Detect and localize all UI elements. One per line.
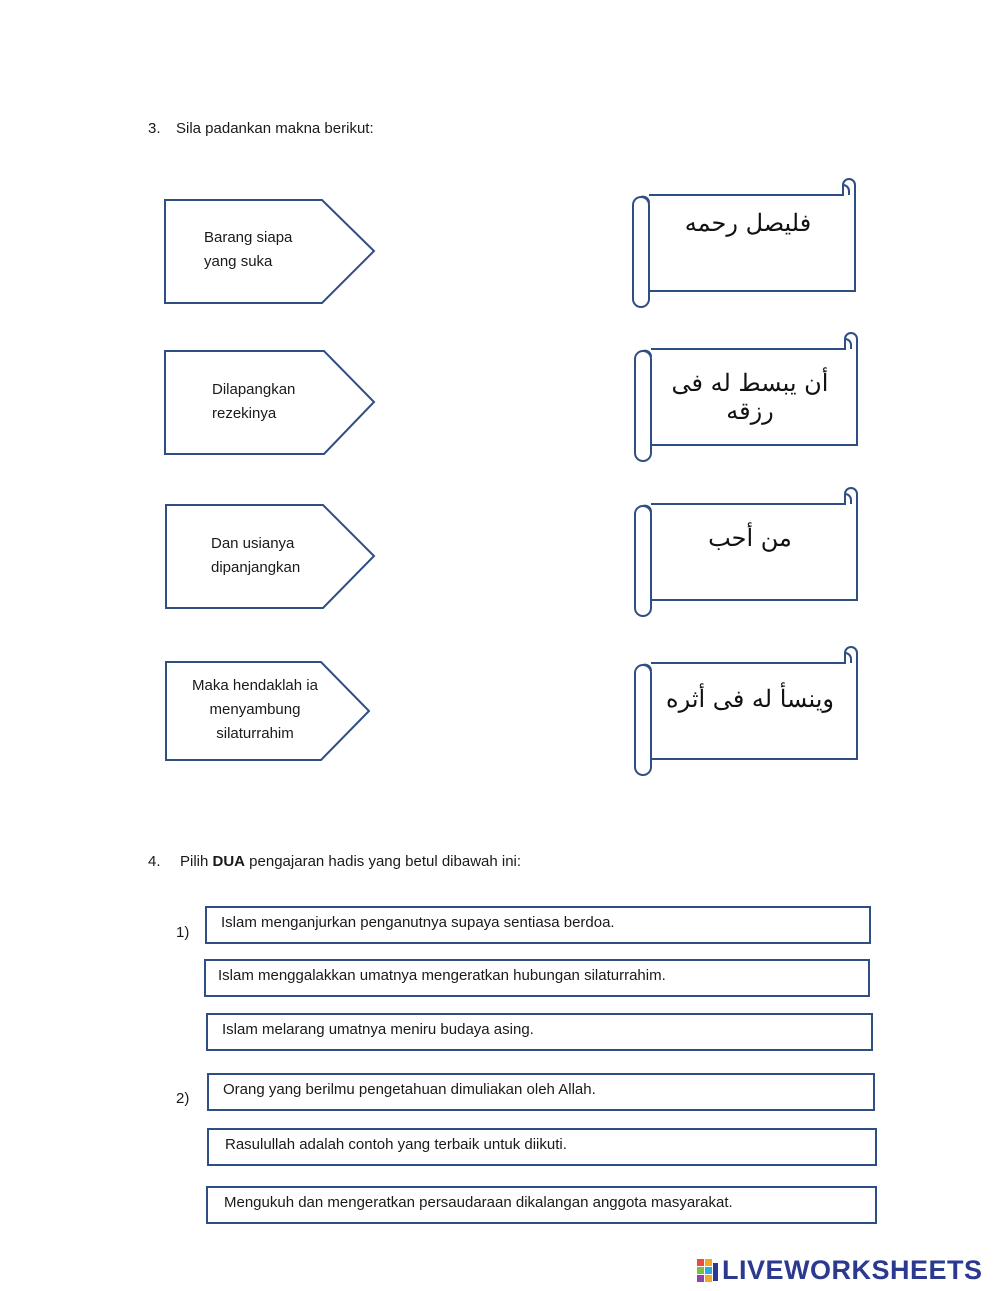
question-3-number: 3. [148,120,161,137]
match-arrow-3[interactable] [165,504,377,610]
instruction-prefix: Pilih [180,853,213,870]
group-1-label: 1) [176,924,190,941]
arabic-phrase: وينسأ له فى أثره [666,685,834,713]
arabic-scroll-2[interactable] [633,331,861,465]
arabic-phrase: من أحب [708,524,792,552]
arabic-scroll-4[interactable] [633,645,861,779]
option-text: Islam menganjurkan penganutnya supaya sentiasa berdoa. [221,914,615,931]
logo-text: LIVEWORKSHEETS [722,1254,983,1285]
instruction-suffix: pengajaran hadis yang betul dibawah ini: [245,853,522,870]
match-arrow-label: Barang siapa yang suka [204,229,293,270]
question-4-instruction [180,853,521,870]
match-arrow-4[interactable] [165,661,377,767]
option-text: Rasulullah adalah contoh yang terbaik untuk diikuti. [225,1136,567,1153]
option-1-1[interactable] [205,906,871,944]
logo-blocks-icon [697,1259,719,1281]
liveworksheets-logo [697,1255,983,1285]
option-2-2[interactable] [207,1128,877,1166]
arabic-phrase: أن يبسط له فى رزقه [671,369,829,425]
option-text: Orang yang berilmu pengetahuan dimuliakan oleh Allah. [223,1081,596,1098]
match-arrow-label: Maka hendaklah ia menyambung silaturrahim [192,677,318,742]
arabic-scroll-1[interactable] [631,177,859,311]
question-3-instruction: Sila padankan makna berikut: [176,120,374,137]
instruction-bold: DUA [212,853,246,870]
match-arrow-label: Dan usianya dipanjangkan [211,535,301,576]
match-arrow-1[interactable] [164,199,376,305]
group-2-label: 2) [176,1090,190,1107]
option-1-2[interactable] [204,959,870,997]
option-text: Islam melarang umatnya meniru budaya asing. [222,1021,534,1038]
option-text: Mengukuh dan mengeratkan persaudaraan dikalangan anggota masyarakat. [224,1194,733,1211]
match-arrow-2[interactable] [164,350,376,456]
option-text: Islam menggalakkan umatnya mengeratkan hubungan silaturrahim. [218,967,666,984]
question-4-number: 4. [148,853,161,870]
match-arrow-label: Dilapangkan rezekinya [212,381,296,422]
option-2-1[interactable] [207,1073,875,1111]
arabic-scroll-3[interactable] [633,486,861,620]
arabic-phrase: فليصل رحمه [684,209,812,237]
option-2-3[interactable] [206,1186,877,1224]
option-1-3[interactable] [206,1013,873,1051]
